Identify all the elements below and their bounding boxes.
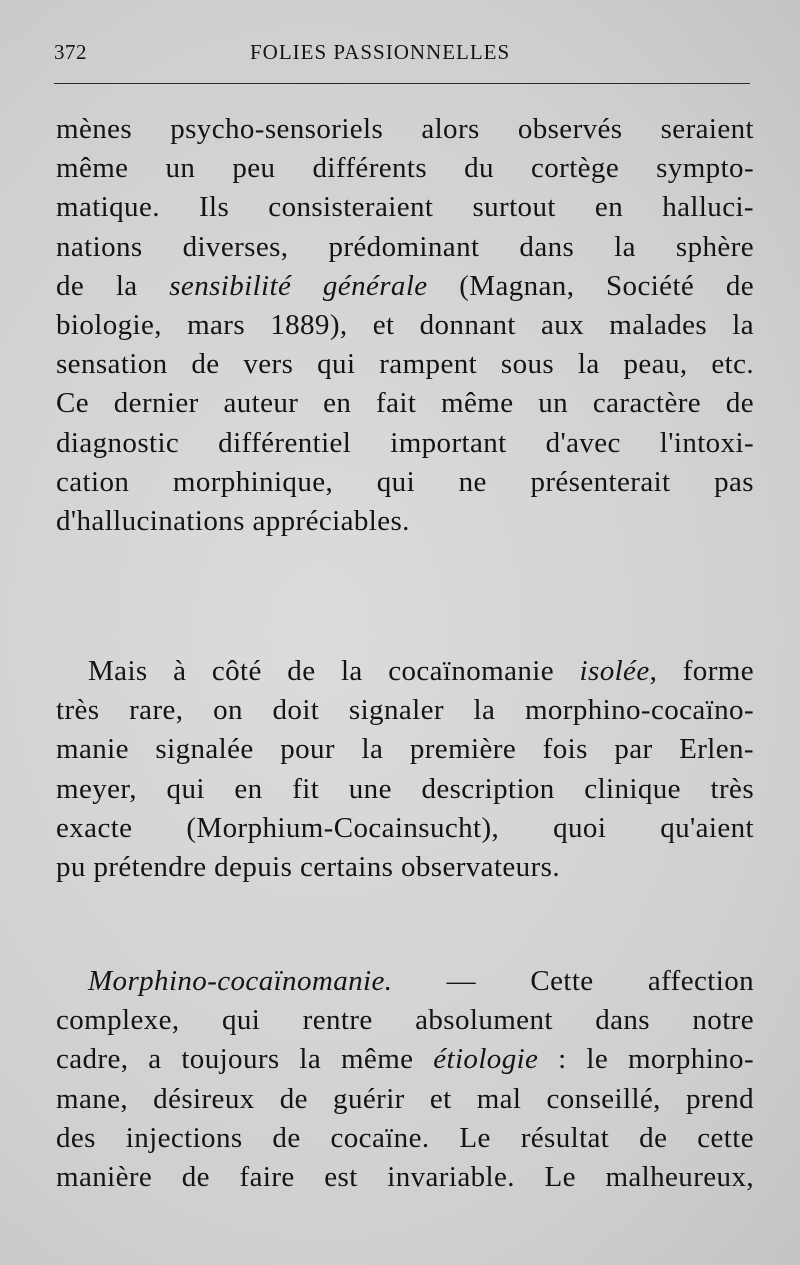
text-line: complexe, qui rentre absolument dans notre [56, 1004, 754, 1037]
text-line: Ce dernier auteur en fait même un caractère de [56, 387, 754, 420]
text-run: , forme [649, 655, 754, 687]
text-line: exacte (Morphium-Cocainsucht), quoi qu'aient [56, 811, 754, 844]
text-line: cation morphinique, qui ne présenterait pas [56, 465, 754, 498]
text-line: des injections de cocaïne. Le résultat de cette [56, 1121, 754, 1154]
text-line [56, 1040, 754, 1079]
text-line [56, 267, 754, 306]
italic-term: étiologie [433, 1043, 539, 1076]
page-number: 372 [54, 40, 87, 64]
text-line: sensation de vers qui rampent sous la peau, etc. [56, 348, 754, 381]
paragraph-2 [56, 652, 754, 887]
text-run: Mais à côté de la cocaïnomanie [88, 655, 580, 687]
paragraph-3 [56, 962, 754, 1197]
text-line: mane, désireux de guérir et mal conseillé, prend [56, 1082, 754, 1115]
text-run: : le morphino- [538, 1043, 755, 1076]
text-line: matique. Ils consisteraient surtout en halluci- [56, 191, 754, 224]
italic-term: sensibilité générale [169, 269, 428, 302]
page-header [54, 36, 750, 76]
text-run: cadre, a toujours la même [56, 1043, 434, 1076]
text-line: même un peu différents du cortège sympto- [56, 152, 754, 185]
text-line: manière de faire est invariable. Le malheureux, [56, 1160, 754, 1193]
text-line: biologie, mars 1889), et donnant aux malades la [56, 308, 754, 341]
text-line [56, 962, 754, 1001]
text-line: très rare, on doit signaler la morphino-cocaïno- [56, 694, 754, 727]
text-run: (Magnan, Société de [427, 269, 755, 302]
paragraph-1 [56, 110, 754, 541]
text-line: meyer, qui en fit une description clinique très [56, 772, 754, 805]
text-line [56, 652, 754, 691]
section-heading: Morphino-cocaïnomanie. [88, 965, 393, 997]
text-run: de la [56, 269, 170, 302]
header-rule [54, 83, 750, 84]
text-line: mènes psycho-sensoriels alors observés seraient [56, 113, 754, 145]
running-title: FOLIES PASSIONNELLES [250, 40, 511, 64]
text-line: nations diverses, prédominant dans la sphère [56, 230, 754, 263]
italic-term: isolée [579, 655, 650, 687]
text-line: manie signalée pour la première fois par Erlen- [56, 733, 754, 766]
text-run: — Cette affection [392, 965, 754, 997]
text-line: diagnostic différentiel important d'avec l'intoxi- [56, 426, 754, 459]
text-line: pu prétendre depuis certains observateurs. [56, 850, 560, 883]
text-line: d'hallucinations appréciables. [56, 504, 410, 537]
